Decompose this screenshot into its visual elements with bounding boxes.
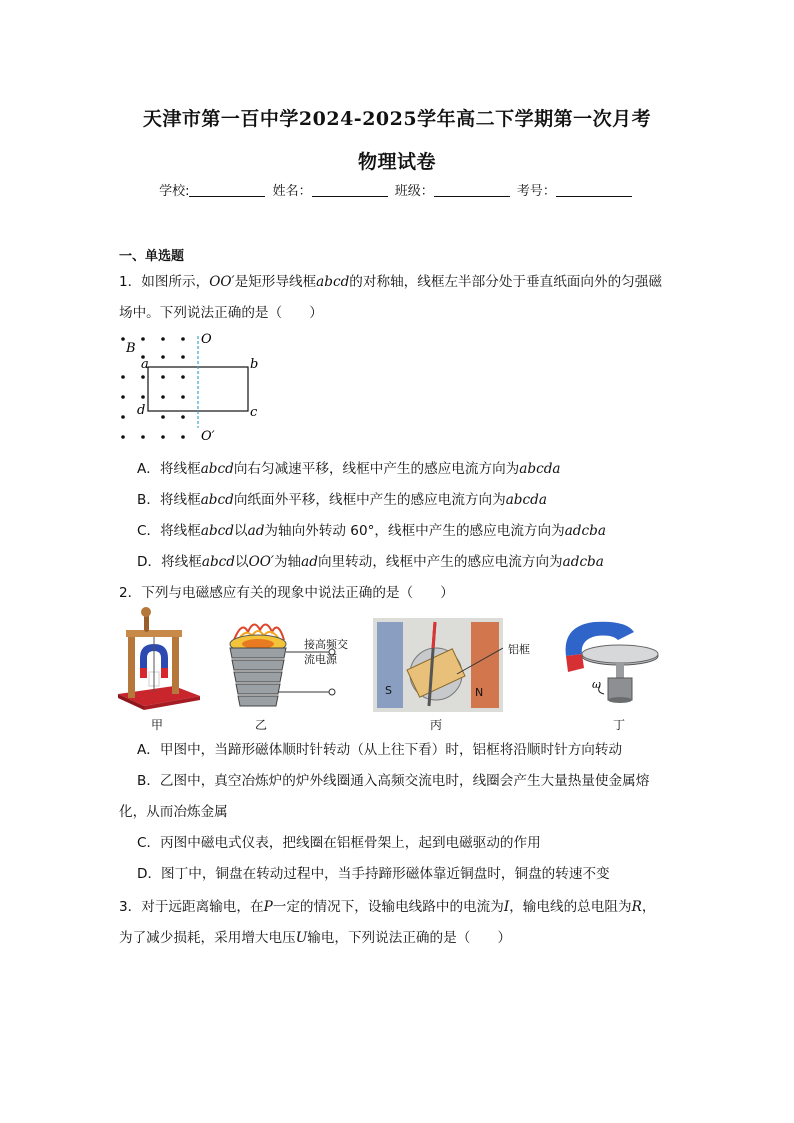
- option-text: A．将线框: [137, 461, 201, 477]
- option-symbol: adcba: [564, 523, 606, 539]
- q1-frame-symbol: abcd: [316, 274, 350, 290]
- figure-jia-rotating-magnet: [114, 606, 204, 714]
- motor-base: [608, 678, 632, 700]
- coil-turns: [230, 648, 286, 706]
- q2-option-b-line2: 化，从而冶炼金属: [119, 804, 228, 820]
- q1-text: 的对称轴，线框左半部分处于垂直纸面向外的匀强磁: [349, 274, 662, 290]
- wood-post-left: [128, 634, 135, 698]
- option-text: 向纸面外平移，线框中产生的感应电流方向为: [233, 492, 506, 508]
- label-d: d: [137, 403, 146, 418]
- q3-text: 3．对于远距离输电，在: [119, 899, 264, 915]
- student-info-row: [0, 180, 794, 199]
- option-symbol: abcd: [200, 492, 234, 508]
- q3-symbol-U: U: [295, 930, 308, 946]
- q1-stem-line2: 场中。下列说法正确的是（ ）: [119, 305, 323, 321]
- exam-title: 天津市第一百中学2024-2025学年高二下学期第一次月考: [142, 108, 652, 130]
- section-heading: 一、单选题: [119, 249, 185, 264]
- school-blank: [189, 184, 265, 197]
- wood-crossbar: [126, 630, 182, 637]
- option-symbol: OO′: [248, 554, 274, 570]
- option-text: B．将线框: [137, 492, 201, 508]
- q3-symbol-I: I: [503, 899, 510, 915]
- label-c: c: [250, 405, 258, 420]
- option-text: 以: [234, 523, 248, 539]
- option-text: 以: [234, 554, 249, 570]
- exam-number-blank: [556, 184, 632, 197]
- aluminum-frame-label: 铝框: [508, 643, 530, 656]
- option-text: 为轴: [273, 554, 302, 570]
- q2-option-b-line1: B．乙图中，真空冶炼炉的炉外线圈通入高频交流电时，线圈会产生大量热量使金属熔: [137, 773, 650, 789]
- figure-yi-induction-furnace: [218, 618, 368, 718]
- option-text: 向里转动，线框中产生的感应电流方向为: [317, 554, 563, 570]
- option-symbol: abcd: [201, 554, 235, 570]
- option-symbol: abcda: [505, 492, 547, 508]
- q1-text: 是矩形导线框: [234, 274, 317, 290]
- exam-subtitle: 物理试卷: [357, 151, 436, 173]
- option-text: 向右匀减速平移，线框中产生的感应电流方向为: [233, 461, 520, 477]
- option-symbol: ad: [301, 554, 318, 570]
- q3-text: 输电，下列说法正确的是（ ）: [307, 930, 512, 946]
- name-label: 姓名：: [272, 184, 312, 199]
- pole-N-label: N: [475, 686, 484, 699]
- q1-magnetic-field-figure: [114, 328, 274, 446]
- class-blank: [434, 184, 510, 197]
- option-symbol: ad: [247, 523, 265, 539]
- figure-yi-caption: 乙: [255, 718, 268, 732]
- option-symbol: abcd: [200, 523, 234, 539]
- school-label: 学校:: [159, 184, 190, 199]
- label-B: B: [126, 341, 136, 356]
- figure-bing-caption: 丙: [430, 718, 443, 732]
- name-blank: [312, 184, 388, 197]
- figure-bing-moving-coil-meter: [373, 618, 503, 712]
- figure-ding-copper-disk: [556, 612, 666, 716]
- q1-text: 1．如图所示，: [119, 274, 210, 290]
- q1-axis-symbol: OO′: [209, 274, 235, 290]
- shaft: [616, 662, 624, 680]
- q2-option-a: A．甲图中，当蹄形磁体顺时针转动（从上往下看）时，铝框将沿顺时针方向转动: [137, 742, 623, 758]
- q1-option-c: [137, 519, 606, 539]
- option-text: D．将线框: [137, 554, 202, 570]
- furnace-label-line1: 接高频交: [304, 638, 348, 651]
- class-label: 班级：: [394, 184, 434, 199]
- q1-option-b: [137, 488, 547, 508]
- q3-stem-line1: [119, 895, 655, 915]
- omega-label: ω: [592, 678, 601, 691]
- q1-option-a: [137, 457, 561, 477]
- q2-option-c: C．丙图中磁电式仪表，把线圈在铝框骨架上，起到电磁驱动的作用: [137, 835, 541, 851]
- q3-symbol-R: R: [631, 899, 642, 915]
- q2-option-d: D．图丁中，铜盘在转动过程中，当手持蹄形磁体靠近铜盘时，铜盘的转速不变: [137, 866, 610, 882]
- q3-text: ，输电线的总电阻为: [509, 899, 632, 915]
- wood-post-right: [172, 634, 179, 694]
- option-text: C．将线框: [137, 523, 201, 539]
- furnace-label-line2: 流电源: [304, 653, 337, 666]
- option-symbol: adcba: [562, 554, 604, 570]
- option-symbol: abcd: [200, 461, 234, 477]
- option-text: 为轴向外转动 60°，线框中产生的感应电流方向为: [264, 523, 565, 539]
- q3-text: ，: [641, 899, 656, 915]
- figure-jia-caption: 甲: [151, 718, 164, 732]
- q3-text: 一定的情况下，设输电线路中的电流为: [272, 899, 504, 915]
- q1-stem-line1: [119, 270, 662, 290]
- q1-option-d: [137, 550, 604, 570]
- q2-stem: 2．下列与电磁感应有关的现象中说法正确的是（ ）: [119, 585, 454, 601]
- q3-text: 为了减少损耗，采用增大电压: [119, 930, 296, 946]
- exam-number-label: 考号：: [516, 184, 556, 199]
- q3-stem-line2: [119, 926, 511, 946]
- label-O-prime: O′: [201, 429, 215, 444]
- label-b: b: [250, 357, 259, 372]
- q3-symbol-P: P: [263, 899, 273, 915]
- label-O: O: [201, 332, 212, 347]
- pole-S-label: S: [385, 684, 392, 697]
- option-symbol: abcda: [519, 461, 561, 477]
- label-a: a: [141, 357, 149, 372]
- horseshoe-magnet-red: [566, 654, 584, 672]
- figure-ding-caption: 丁: [613, 718, 626, 732]
